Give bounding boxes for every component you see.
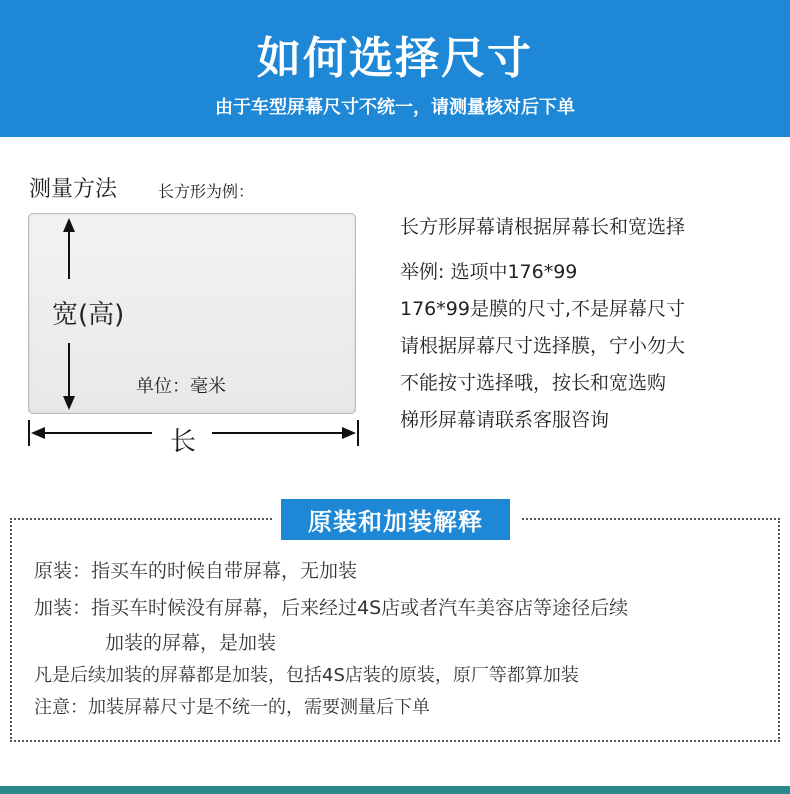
measure-title: 测量方法 xyxy=(29,177,118,202)
explanation-title: 原装和加装解释 xyxy=(281,499,510,540)
height-label: 宽(高) xyxy=(52,300,125,330)
unit-label: 单位：毫米 xyxy=(136,376,226,397)
description-line: 176*99是膜的尺寸,不是屏幕尺寸 xyxy=(400,298,685,320)
explanation-line: 注意：加装屏幕尺寸是不统一的，需要测量后下单 xyxy=(34,697,430,718)
page-title: 如何选择尺寸 xyxy=(257,33,533,84)
description-line: 不能按寸选择哦，按长和宽选购 xyxy=(400,372,667,394)
length-label: 长 xyxy=(170,427,197,457)
description-line: 举例: 选项中176*99 xyxy=(400,261,578,283)
explanation-line: 加装的屏幕，是加装 xyxy=(105,632,277,654)
arrow-left-icon xyxy=(31,427,152,439)
arrow-right-icon xyxy=(212,427,356,439)
bottom-bar xyxy=(0,786,790,794)
measure-example-label: 长方形为例： xyxy=(158,182,255,201)
explanation-line: 加装：指买车时候没有屏幕，后来经过4S店或者汽车美容店等途径后续 xyxy=(34,597,629,619)
explanation-line: 凡是后续加装的屏幕都是加装，包括4S店装的原装，原厂等都算加装 xyxy=(34,665,579,686)
arrow-up-icon xyxy=(63,218,75,279)
description-line: 请根据屏幕尺寸选择膜，宁小勿大 xyxy=(400,335,686,357)
arrow-down-icon xyxy=(63,343,75,410)
explanation-line: 原装：指买车的时候自带屏幕，无加装 xyxy=(34,560,358,582)
page-subtitle: 由于车型屏幕尺寸不统一，请测量核对后下单 xyxy=(215,97,575,118)
description-line: 长方形屏幕请根据屏幕长和宽选择 xyxy=(400,216,686,238)
description-line: 梯形屏幕请联系客服咨询 xyxy=(400,409,610,431)
